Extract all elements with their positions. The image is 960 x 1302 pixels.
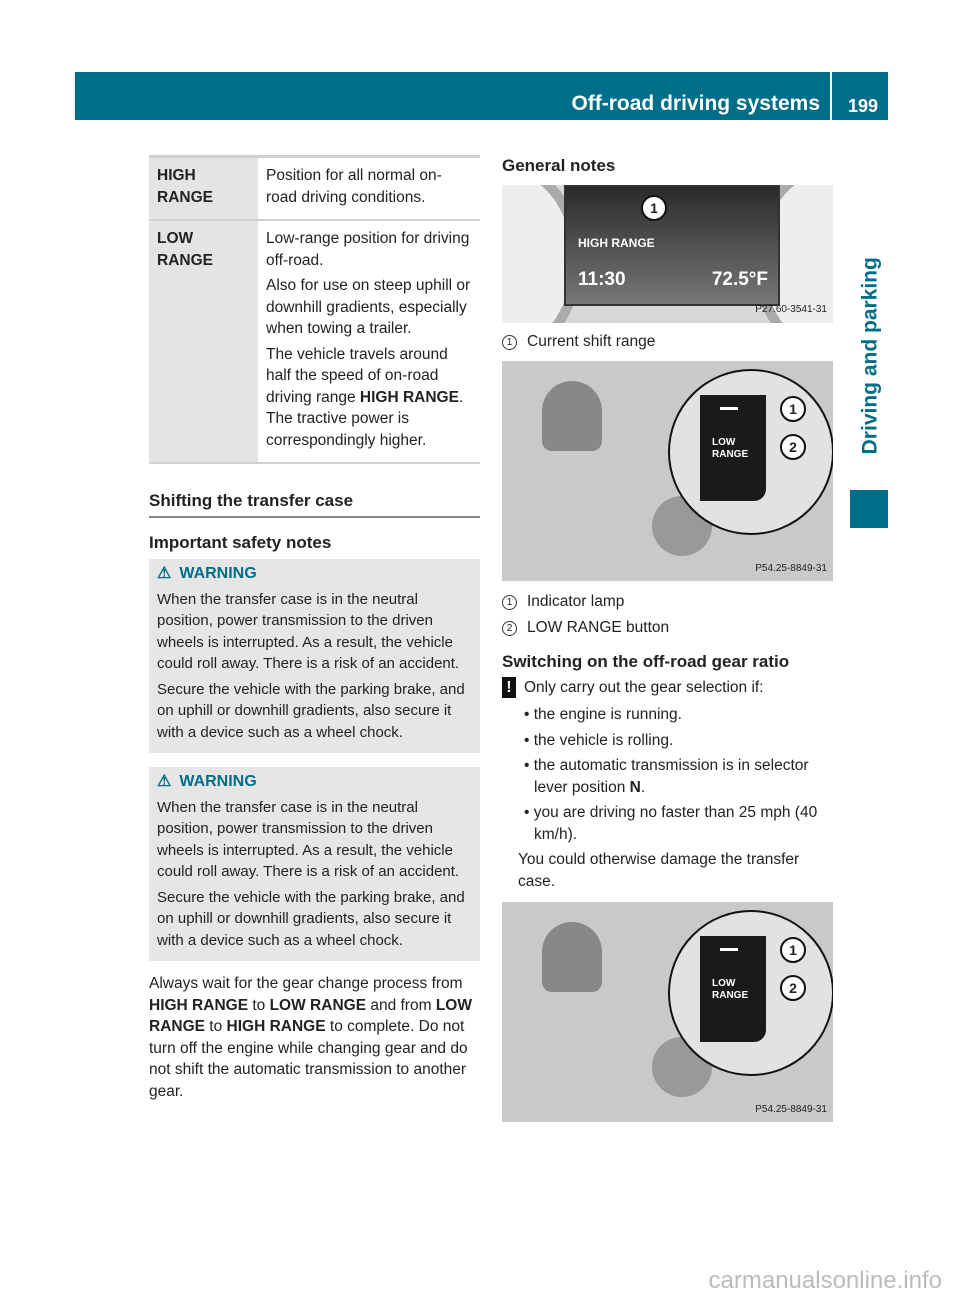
range-desc [258,155,480,221]
figure-code: P54.25-8849-31 [755,562,827,574]
text: to [248,996,270,1014]
gear-selector [542,922,602,992]
page-number: 199 [847,96,878,116]
figure-legend [502,589,833,641]
table-row [149,155,480,221]
legend-text: Indicator lamp [527,593,625,610]
note [502,677,833,699]
text: LOW [712,437,736,448]
figure-legend [502,331,833,353]
center-console-figure [502,902,833,1122]
note-text: Only carry out the gear selection if: [524,678,764,696]
text: RANGE [712,449,749,460]
range-desc [258,221,480,464]
range-table [149,155,480,464]
warning-text: Secure the vehicle with the parking brake, and on uphill or downhill gradients, also secure it with a device such as a wheel chock. [157,680,465,741]
figure-code: P54.25-8849-31 [755,1103,827,1115]
header-divider [830,72,832,120]
figure-code: P27.60-3541-31 [755,304,827,315]
legend-item [502,589,833,615]
number-icon: 2 [502,621,517,636]
text: you are driving no faster than 25 mph (40 km/h). [533,804,818,843]
warning-triangle-icon: ⚠ [157,565,172,582]
indicator-lamp [720,948,738,951]
legend-item [502,331,833,353]
legend-text: LOW RANGE button [527,619,670,636]
warning-triangle-icon: ⚠ [157,773,172,790]
subsection-title: Important safety notes [149,532,332,552]
text: . The tractive power is correspondingly higher. [266,388,464,449]
bold-text: LOW RANGE [269,996,367,1014]
text: and from [366,996,436,1014]
number-icon: 1 [502,595,517,610]
bold-text: HIGH RANGE [149,996,249,1014]
exclamation-icon: ! [502,677,516,699]
display-range-label: HIGH RANGE [578,235,655,250]
center-console-figure [502,361,833,581]
low-range-button [700,395,766,501]
display-screen [564,185,780,306]
bold-text: HIGH RANGE [226,1018,326,1035]
page-header [75,72,888,120]
warning-consequence: You could otherwise damage the transfer case. [518,851,800,890]
indicator-lamp [720,407,738,410]
left-column [149,155,480,1102]
zoom-circle [668,910,833,1076]
bullet-item: • the engine is running. [524,706,682,723]
text: the engine is running. [533,706,682,723]
callout-2: 2 [780,975,806,1001]
number-icon: 1 [502,335,517,350]
warning-box [149,559,480,753]
bold-text: N [629,778,641,796]
section-tab-label: Driving and parking [858,257,882,455]
warning-text: When the transfer case is in the neutral position, power transmission to the driven wheels is interrupted. As a result, the vehicle could roll away. There is a risk of an accident. [157,798,460,880]
section-title: Shifting the transfer case [149,491,354,510]
text: . [640,778,646,796]
callout-1: 1 [641,195,667,221]
button-label [712,978,748,1002]
subsection-title: General notes [502,156,616,175]
text: RANGE [712,990,749,1001]
zoom-circle [668,369,833,535]
warning-text: Secure the vehicle with the parking brake, and on uphill or downhill gradients, also secure it with a device such as a wheel chock. [157,888,465,949]
bold-text: LOW RANGE [149,996,472,1035]
text: The vehicle travels around half the speed of on-road driving range [266,345,448,406]
bold-text: HIGH RANGE [359,388,459,406]
callout-2: 2 [780,434,806,460]
desc-text [266,344,472,452]
bullet-item: • the automatic transmission is in selector lever position N. [524,757,809,796]
section-heading [149,490,480,518]
callout-1: 1 [780,937,806,963]
section-tab [850,255,888,475]
display-time: 11:30 [578,268,626,290]
section-marker [850,490,888,528]
gear-selector [542,381,602,451]
button-label [712,437,748,461]
warning-label: WARNING [179,565,257,582]
text: to [204,1018,227,1035]
callout-1: 1 [780,396,806,422]
bullet-item: • you are driving no faster than 25 mph (40 km/h). [524,804,818,843]
closing-paragraph [149,973,480,1102]
desc-text: Low-range position for driving off-road. [266,230,470,269]
legend-text: Current shift range [527,332,656,350]
text: the automatic transmission is in selector lever position [533,757,809,796]
right-column [502,155,833,1122]
low-range-button [700,936,766,1042]
range-key: HIGH RANGE [149,155,258,221]
text: Always wait for the gear change process from [149,975,463,992]
warning-text: When the transfer case is in the neutral position, power transmission to the driven wheels is interrupted. As a result, the vehicle could roll away. There is a risk of an accident. [157,590,460,672]
range-key: LOW RANGE [149,221,258,464]
text: the vehicle is rolling. [533,731,674,749]
warning-box [149,767,480,961]
bullet-item: • the vehicle is rolling. [524,731,674,749]
text: LOW [712,978,736,989]
table-row [149,221,480,464]
display-temp: 72.5°F [711,268,768,290]
desc-text: Position for all normal on-road driving conditions. [266,167,442,206]
text: to complete. Do not turn off the engine while changing gear and do not shift the automatic transmission to another gear. [149,1018,468,1100]
instrument-cluster-figure [502,185,833,323]
warning-label: WARNING [179,773,257,790]
header-title: Off-road driving systems [571,92,820,115]
subsection-title: Switching on the off-road gear ratio [502,652,790,671]
legend-item [502,615,833,641]
desc-text: Also for use on steep uphill or downhill gradients, especially when towing a trailer. [266,277,471,337]
bullet-list [502,704,833,892]
watermark: carmanualsonline.info [708,1267,942,1294]
